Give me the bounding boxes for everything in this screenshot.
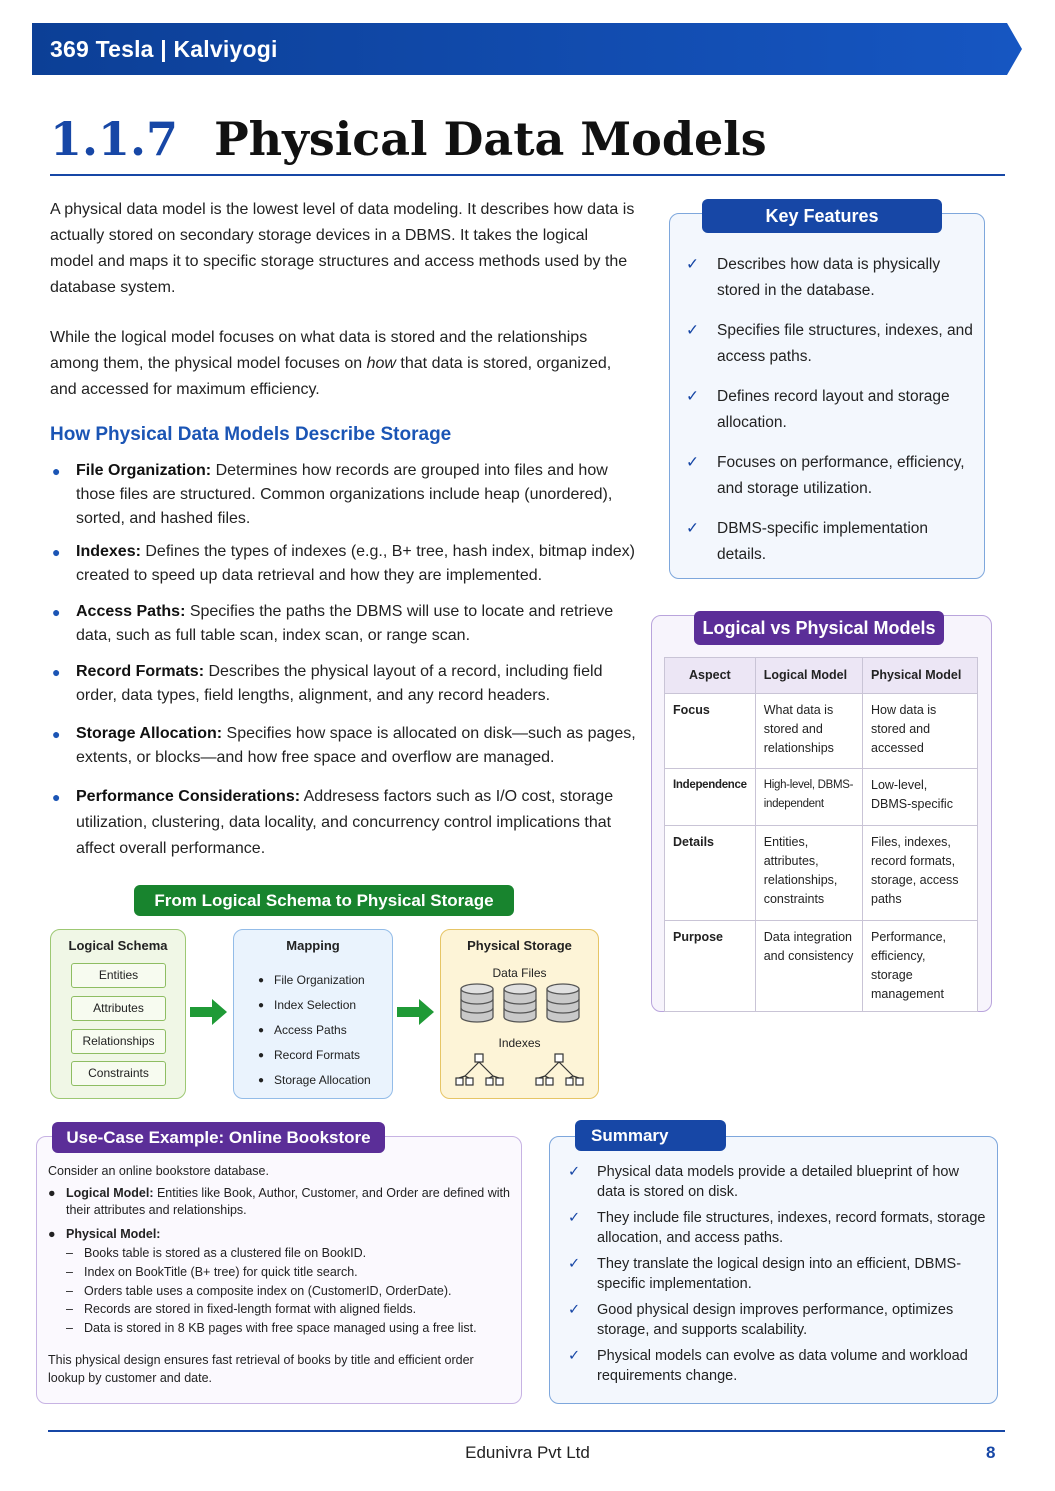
bullet-dot-icon: ● <box>52 664 61 680</box>
use-case-physical-term: Physical Model: <box>66 1227 161 1241</box>
mapping-title: Mapping <box>286 938 340 953</box>
header-logical: Logical Model <box>755 658 862 694</box>
mapping-list <box>258 968 371 1093</box>
key-feature-text: Describes how data is physically stored in the database. <box>717 256 941 299</box>
summary-item <box>568 1162 988 1202</box>
row-logical: High-level, DBMS-independent <box>755 769 862 826</box>
storage-bullet-indexes <box>50 540 640 588</box>
storage-bullet-record-formats <box>50 660 640 708</box>
footer-divider <box>48 1430 1005 1432</box>
arrow-right-icon <box>397 998 435 1026</box>
physical-model-item: – Index on BookTitle (B+ tree) for quick title search. <box>66 1265 358 1279</box>
database-icon <box>459 983 583 1025</box>
page-title-text: Physical Data Models <box>214 112 767 166</box>
logical-schema-box <box>50 929 186 1099</box>
comparison-title: Logical vs Physical Models <box>694 611 944 645</box>
intro-p2-before: While the logical model focuses on what data is stored and the relationships among them, the physical model focuses on <box>50 329 588 372</box>
schema-item-relationships: Relationships <box>71 1029 166 1054</box>
summary-list <box>568 1162 988 1392</box>
bullet-term: Storage Allocation: <box>76 725 223 742</box>
bullet-term: Access Paths: <box>76 603 186 620</box>
row-physical: Files, indexes, record formats, storage, access paths <box>863 826 978 921</box>
summary-item <box>568 1208 988 1248</box>
summary-item <box>568 1346 988 1386</box>
row-logical: What data is stored and relationships <box>755 694 862 769</box>
title-divider <box>50 174 1005 176</box>
row-logical: Data integration and consistency <box>755 921 862 1012</box>
summary-item-text: They translate the logical design into an efficient, DBMS-specific implementation. <box>597 1256 962 1292</box>
indexes-label: Indexes <box>498 1036 541 1050</box>
physical-model-item: – Books table is stored as a clustered file on BookID. <box>66 1246 367 1260</box>
bullet-dot-icon: ● <box>52 726 61 742</box>
storage-section-heading: How Physical Data Models Describe Storage <box>50 424 452 445</box>
physical-storage-box <box>440 929 599 1099</box>
physical-model-item: – Orders table uses a composite index on (CustomerID, OrderDate). <box>66 1284 452 1298</box>
page-number: 8 <box>986 1443 996 1462</box>
storage-bullet-storage-allocation <box>50 722 640 770</box>
mapping-item-text: Storage Allocation <box>274 1073 371 1087</box>
check-icon: ✓ <box>686 322 699 339</box>
storage-bullet-access-paths <box>50 600 640 648</box>
index-tree-icon <box>453 1052 589 1092</box>
mapping-item-text: Record Formats <box>274 1048 361 1062</box>
key-feature-text: DBMS-specific implementation details. <box>717 520 929 563</box>
diagram-title: From Logical Schema to Physical Storage <box>134 885 514 916</box>
summary-item-text: Physical models can evolve as data volume and workload requirements change. <box>597 1348 968 1384</box>
schema-item-entities: Entities <box>71 963 166 988</box>
bullet-dot-icon: ● <box>52 544 61 560</box>
key-feature-item <box>686 318 978 370</box>
row-physical: Low-level, DBMS-specific <box>863 769 978 826</box>
check-icon: ✓ <box>568 1302 581 1318</box>
physical-item-text: Index on BookTitle (B+ tree) for quick title search. <box>84 1265 358 1279</box>
check-icon: ✓ <box>568 1256 581 1272</box>
key-features-list <box>686 252 978 582</box>
storage-bullet-file-organization <box>50 459 640 531</box>
bullet-dot-icon: ● <box>258 975 265 986</box>
page-title <box>50 112 767 166</box>
comparison-header-row <box>665 658 978 694</box>
mapping-item <box>258 1018 371 1043</box>
intro-paragraph-2 <box>50 325 635 403</box>
bullet-text: Describes the physical layout of a record, including field order, data types, field lengths, alignment, and any record headers. <box>76 663 603 704</box>
row-aspect: Focus <box>665 694 756 769</box>
schema-item-constraints: Constraints <box>71 1061 166 1086</box>
row-aspect: Independence <box>665 769 756 826</box>
mapping-box <box>233 929 393 1099</box>
row-aspect: Purpose <box>665 921 756 1012</box>
mapping-item-text: Access Paths <box>274 1023 347 1037</box>
bullet-text: Specifies how space is allocated on disk—such as pages, extents, or blocks—and how free space and overflow are managed. <box>76 725 636 766</box>
mapping-item <box>258 1043 371 1068</box>
bullet-dot-icon: ● <box>258 1025 265 1036</box>
physical-model-item: – Data is stored in 8 KB pages with free space managed using a free list. <box>66 1321 477 1335</box>
key-feature-text: Specifies file structures, indexes, and access paths. <box>717 322 973 365</box>
footer-company: Edunivra Pvt Ltd <box>465 1443 590 1462</box>
key-feature-item <box>686 384 978 436</box>
check-icon: ✓ <box>568 1348 581 1364</box>
intro-paragraph-1: A physical data model is the lowest level of data modeling. It describes how data is actually stored on secondary storage devices in a DBMS. It takes the logical model and maps it to specific storage structures and access methods used by the database system. <box>50 201 635 296</box>
bullet-term: Record Formats: <box>76 663 205 680</box>
check-icon: ✓ <box>686 388 699 405</box>
use-case-logical-model <box>48 1185 513 1219</box>
use-case-logical-term: Logical Model: <box>66 1186 154 1200</box>
storage-bullet-performance <box>50 784 640 862</box>
row-physical: Performance, efficiency, storage management <box>863 921 978 1012</box>
mapping-item <box>258 968 371 993</box>
intro-p2-after: that data is stored, organized, and accessed for maximum efficiency. <box>50 355 612 398</box>
bullet-dot-icon: ● <box>52 789 61 805</box>
data-files-label: Data Files <box>492 966 547 980</box>
summary-item-text: They include file structures, indexes, record formats, storage allocation, and access paths. <box>597 1210 986 1246</box>
header-title: 369 Tesla | Kalviyogi <box>50 36 278 62</box>
bullet-dot-icon: ● <box>258 1050 265 1061</box>
physical-item-text: Records are stored in fixed-length format with aligned fields. <box>84 1302 417 1316</box>
use-case-logical-text: Entities like Book, Author, Customer, and Order are defined with their attributes and relationships. <box>66 1186 510 1217</box>
key-feature-text: Focuses on performance, efficiency, and storage utilization. <box>717 454 965 497</box>
physical-item-text: Orders table uses a composite index on (CustomerID, OrderDate). <box>84 1284 452 1298</box>
use-case-physical-model <box>48 1226 513 1243</box>
mapping-item <box>258 993 371 1018</box>
bullet-dot-icon: ● <box>258 1000 265 1011</box>
bullet-dot-icon: ● <box>52 463 61 479</box>
key-feature-item <box>686 252 978 304</box>
logical-schema-title: Logical Schema <box>68 938 168 953</box>
physical-item-text: Data is stored in 8 KB pages with free space managed using a free list. <box>84 1321 477 1335</box>
use-case-intro: Consider an online bookstore database. <box>48 1164 269 1178</box>
physical-storage-title: Physical Storage <box>467 938 572 953</box>
key-feature-item <box>686 450 978 502</box>
row-aspect: Details <box>665 826 756 921</box>
section-number: 1.1.7 <box>50 112 179 166</box>
physical-item-text: Books table is stored as a clustered file on BookID. <box>84 1246 367 1260</box>
summary-item-text: Good physical design improves performance, optimizes storage, and supports scalability. <box>597 1302 954 1338</box>
mapping-item <box>258 1068 371 1093</box>
mapping-item-text: Index Selection <box>274 998 357 1012</box>
check-icon: ✓ <box>686 454 699 471</box>
bullet-dot-icon: ● <box>52 604 61 620</box>
bullet-text: Defines the types of indexes (e.g., B+ tree, hash index, bitmap index) created to speed up data retrieval and how they are implemented. <box>76 543 635 584</box>
row-logical: Entities, attributes, relationships, constraints <box>755 826 862 921</box>
table-row <box>665 769 978 826</box>
bullet-term: Performance Considerations: <box>76 788 301 805</box>
header-band <box>32 23 1022 75</box>
summary-title: Summary <box>575 1120 726 1151</box>
mapping-item-text: File Organization <box>274 973 365 987</box>
bullet-dot-icon: ● <box>258 1075 265 1086</box>
table-row <box>665 694 978 769</box>
comparison-table <box>664 657 978 1012</box>
check-icon: ✓ <box>568 1164 581 1180</box>
check-icon: ✓ <box>568 1210 581 1226</box>
check-icon: ✓ <box>686 520 699 537</box>
table-row <box>665 826 978 921</box>
header-aspect: Aspect <box>665 658 756 694</box>
arrow-right-icon <box>190 998 228 1026</box>
summary-item-text: Physical data models provide a detailed blueprint of how data is stored on disk. <box>597 1164 959 1200</box>
bullet-text: Determines how records are grouped into files and how those files are structured. Common organizations include heap (unordered), sorted, and hashed files. <box>76 462 613 527</box>
summary-item <box>568 1254 988 1294</box>
intro-p2-emphasis: how <box>366 355 396 372</box>
check-icon: ✓ <box>686 256 699 273</box>
use-case-title: Use-Case Example: Online Bookstore <box>52 1122 385 1153</box>
schema-item-attributes: Attributes <box>71 996 166 1021</box>
key-feature-text: Defines record layout and storage allocation. <box>717 388 950 431</box>
use-case-conclusion: This physical design ensures fast retrieval of books by title and efficient order lookup by customer and date. <box>48 1353 474 1385</box>
bullet-dot-icon: ● <box>48 1227 56 1241</box>
header-physical: Physical Model <box>863 658 978 694</box>
storage-bullet-list <box>50 459 640 862</box>
table-row <box>665 921 978 1012</box>
bullet-term: Indexes: <box>76 543 141 560</box>
summary-item <box>568 1300 988 1340</box>
bullet-term: File Organization: <box>76 462 212 479</box>
bullet-text: Specifies the paths the DBMS will use to locate and retrieve data, such as full table scan, index scan, or range scan. <box>76 603 614 644</box>
physical-model-item: – Records are stored in fixed-length format with aligned fields. <box>66 1302 417 1316</box>
bullet-text: Addresess factors such as I/O cost, storage utilization, clustering, data locality, and concurrency control implications that affect overall performance. <box>76 788 614 857</box>
bullet-dot-icon: ● <box>48 1186 56 1200</box>
row-physical: How data is stored and accessed <box>863 694 978 769</box>
key-feature-item <box>686 516 978 568</box>
key-features-title: Key Features <box>702 199 942 233</box>
